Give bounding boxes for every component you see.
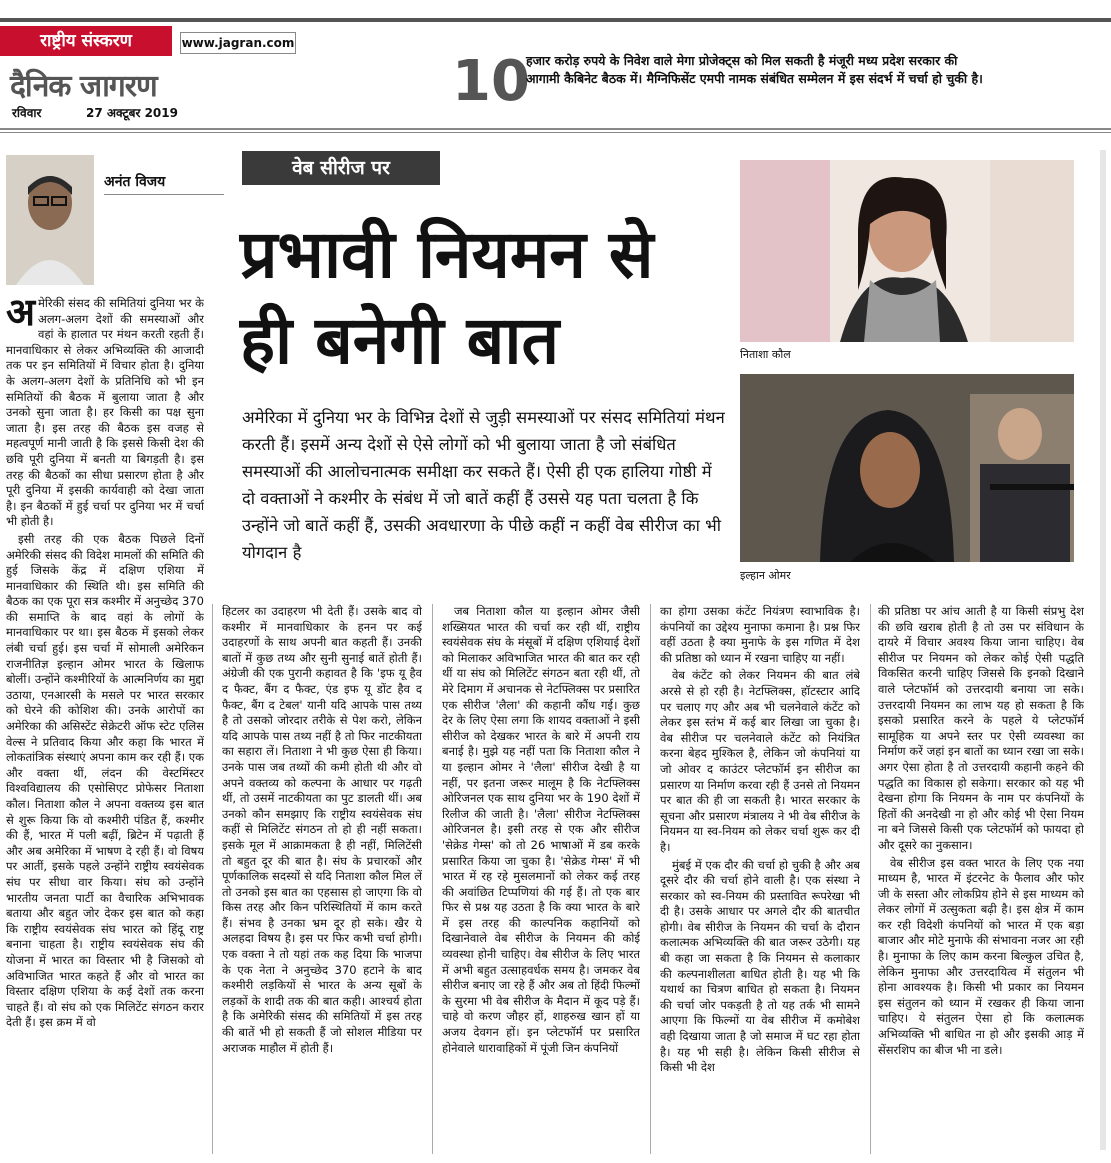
kicker-label: वेब सीरीज पर bbox=[242, 151, 440, 185]
column-4-paragraph-1: का होगा उसका कंटेंट नियंत्रण स्वाभाविक है। कंपनियों का उद्देश्य मुनाफा कमाना है। प्रश्न फिर वहीं उठता है क्या मुनाफे के इस गणित में देश की प्रतिष्ठा को ध्यान में रखना चाहिए या नहीं। bbox=[660, 604, 860, 665]
header-divider-thin bbox=[0, 132, 1111, 133]
text-column-3 bbox=[442, 604, 640, 1154]
top-rule bbox=[0, 0, 1111, 22]
column-5-paragraph-2: वेब सीरीज इस वक्त भारत के लिए एक नया माध्यम है, भारत में इंटरनेट के फैलाव और फोर जी के सस्ता और लोकप्रिय होने से इस माध्यम को लेकर लोगों में उत्सुकता बढ़ी है। इस क्षेत्र में काम कर रही विदेशी कंपनियों को भारत में एक बड़ा बाजार और मोटे मुनाफे की संभावना नजर आ रही है। मुनाफा के लिए काम करना बिल्कुल उचित है, लेकिन मुनाफा और उत्तरदायित्व में संतुलन भी होना आवश्यक है। किसी भी प्रकार का नियमन इस संतुलन को ध्यान में रखकर ही किया जाना चाहिए। ये संतुलन ऐसा हो कि कलात्मक अभिव्यक्ति भी बाधित ना हो और इसकी आड़ में सेंसरशिप का बीज भी ना डले। bbox=[878, 855, 1084, 1057]
column-3-paragraph-1: जब निताशा कौल या इल्हान ओमर जैसी शख्सियत भारत की चर्चा कर रही थीं, राष्ट्रीय स्वयंसेवक संघ के मंसूबों में दक्षिण एशियाई देशों को मिलाकर अविभाजित भारत की बात कर रही थीं या संघ को मिलिटेंट संगठन बता रही थीं, तो मेरे दिमाग में अचानक से नेटफ्लिक्स पर प्रसारित एक सीरीज 'लैला' की कहानी कौंध गई। कुछ देर के लिए ऐसा लगा कि शायद वक्ताओं ने इसी सीरीज को देखकर भारत के बारे में अपनी राय बनाई है। मुझे यह नहीं पता कि निताशा कौल ने या इल्हान ओमर ने 'लैला' सीरीज देखी है या नहीं, पर इतना जरूर मालूम है कि नेटफ्लिक्स ओरिजनल एक साथ दुनिया भर के 190 देशों में रिलीज की जाती है। 'लैला' सीरीज नेटफ्लिक्स ओरिजनल है। इसी तरह से एक और सीरीज 'सेक्रेड गेम्स' को तो 26 भाषाओं में डब करके प्रसारित किया जा चुका है। 'सेक्रेड गेम्स' में भी भारत में रह रहे मुसलमानों को लेकर कई तरह की अवांछित टिप्पणियां की गई हैं। तो एक बार फिर से प्रश्न यह उठता है कि क्या भारत के बारे में इस तरह की काल्पनिक कहानियों को दिखानेवाले वेब सीरीज के नियमन की कोई व्यवस्था होनी चाहिए। वेब सीरीज के लिए भारत में अभी बहुत उत्साहवर्धक समय है। जमकर वेब सीरीज बनाए जा रहे हैं और अब तो हिंदी फिल्मों के सुरमा भी वेब सीरीज के मैदान में कूद पड़े हैं। चाहे वो करण जौहर हों, शाहरुख खान हों या अजय देवगन हों। इन प्लेटफॉर्म पर प्रसारित होनेवाले धारावाहिकों में पूंजी जिन कंपनियों bbox=[442, 604, 640, 1055]
photo1-caption: निताशा कौल bbox=[740, 348, 791, 361]
column-rule bbox=[432, 604, 433, 1154]
issue-day: रविवार bbox=[12, 106, 42, 120]
photo-ilhan-omar bbox=[740, 374, 1074, 562]
teaser-number: 10 bbox=[452, 49, 530, 114]
text-column-5 bbox=[878, 604, 1084, 1154]
headline: प्रभावी नियमन से ही बनेगी बात bbox=[240, 216, 654, 379]
header-divider bbox=[0, 128, 1111, 130]
column-1-paragraph-2: इसी तरह की एक बैठक पिछले दिनों अमेरिकी संसद की विदेश मामलों की समिति की हुई जिसके केंद्र में दक्षिण एशिया में मानवाधिकार की स्थिति थी। इस समिति की बैठक का एक पूरा सत्र कश्मीर में अनुच्छेद 370 की समाप्ति के बाद वहां के लोगों के मानवाधिकार पर था। इस बैठक में इसको लेकर लंबी चर्चा हुई। इस चर्चा में सोमाली अमेरिकन राजनीतिज्ञ इल्हान ओमर भारत के खिलाफ बोलीं। उन्होंने कश्मीरियों के आत्मनिर्णय का मुद्दा उठाया, एनआरसी के मसले पर भारत सरकार को घेरने की कोशिश की। उनके आरोपों का अमेरिका की असिस्टेंट सेक्रेटरी ऑफ स्टेट एलिस वेल्स ने प्रतिवाद किया और कहा कि भारत में लोकतांत्रिक संस्थाएं अपना काम कर रही हैं। एक और वक्ता थीं, लंदन की वेस्टमिंस्टर विश्वविद्यालय की एसोसिएट प्रोफेसर निताशा कौल। निताशा कौल ने अपना वक्तव्य इस बात से शुरू किया कि वो कश्मीरी पंडित हैं, कश्मीर की हैं, भारत में पली बढ़ीं, ब्रिटेन में पढ़ाती हैं और अब अमेरिका में भाषण दे रही हैं। वो विषय पर आतीं, इसके पहले उन्होंने राष्ट्रीय स्वयंसेवक संघ पर सीधा वार किया। संघ को उन्होंने भारतीय जनता पार्टी का वैचारिक अभिभावक बताया और बहुत जोर देकर इस बात को कहा कि राष्ट्रीय स्वयंसेवक संघ भारत को हिंदू राष्ट्र बनाना चाहता है। राष्ट्रीय स्वयंसेवक संघ की योजना में भारत का विस्तार भी है जिसको वो अविभाजित भारत कहते हैं और वो भारत का विस्तार दक्षिण एशिया के कई देशों तक करना चाहते हैं। वो संघ को एक मिलिटेंट संगठन करार देती हैं। इस क्रम में वो bbox=[6, 531, 204, 1030]
text-column-2 bbox=[222, 604, 422, 1154]
deck-summary: अमेरिका में दुनिया भर के विभिन्न देशों से जुड़ी समस्याओं पर संसद समितियां मंथन करती हैं। इसमें अन्य देशों से ऐसे लोगों को भी बुलाया जाता है जो संबंधित समस्याओं की आलोचनात्मक समीक्षा कर सकते हैं। ऐसी ही एक हालिया गोष्ठी में दो वक्ताओं ने कश्मीर के संबंध में जो बातें कहीं हैं उससे यह पता चलता है कि उन्होंने जो बातें कहीं हैं, उसकी अवधारणा के पीछे कहीं न कहीं वेब सीरीज का भी योगदान है bbox=[242, 408, 725, 562]
newspaper-logo: दैनिक जागरण bbox=[10, 69, 157, 104]
text-column-1 bbox=[6, 296, 204, 1154]
column-1-paragraph-1: मेरिकी संसद की समितियां दुनिया भर के अलग-अलग देशों की समस्याओं और वहां के हालात पर मंथन करती रहती हैं। मानवाधिकार से लेकर अभिव्यक्ति की आजादी तक पर इन समितियों में विचार होता है। दुनिया के अलग-अलग देशों के प्रतिनिधि को भी इन समितियों की बैठक में बुलाया जाता है और उनको सुना जाता है। हर किसी का पक्ष सुना जाता है। इस तरह की बैठक इस वजह से महत्वपूर्ण मानी जाती है कि इससे किसी देश की छवि पूरी दुनिया में बनती या बिगड़ती है। इस तरह की बैठकों का सीधा प्रसारण होता है और पूरी दुनिया में इसकी कार्यवाही को देखा जाता है। इन बैठकों में हुई चर्चा पर दुनिया भर में चर्चा भी होती है। bbox=[6, 296, 204, 529]
issue-date: 27 अक्टूबर 2019 bbox=[86, 106, 178, 120]
photo-nitasha-kaul bbox=[740, 160, 1074, 342]
author-rule bbox=[104, 194, 224, 195]
author-photo bbox=[6, 155, 94, 285]
photo2-caption: इल्हान ओमर bbox=[740, 569, 791, 582]
site-url[interactable]: www.jagran.com bbox=[180, 32, 296, 54]
scrollbar[interactable] bbox=[1100, 150, 1106, 1150]
column-5-paragraph-1: की प्रतिष्ठा पर आंच आती है या किसी संप्रभु देश की छवि खराब होती है तो उस पर संविधान के दायरे में विचार अवश्य किया जाना चाहिए। वेब सीरीज पर नियमन को लेकर कोई ऐसी पद्धति विकसित करनी चाहिए जिससे कि इनको दिखाने वाले प्लेटफॉर्म को उत्तरदायी बनाया जा सके। उत्तरदायी नियमन का लाभ यह हो सकता है कि इसको प्रसारित करने के पहले ये प्लेटफॉर्म सामूहिक या अपने स्तर पर ऐसी व्यवस्था का निर्माण करें जहां इन बातों का ध्यान रखा जा सके। अगर ऐसा होता है तो उत्तरदायी कहानी कहने की पद्धति का विकास हो सकेगा। सरकार को यह भी देखना होगा कि नियमन के नाम पर कंपनियों के हितों की अनदेखी ना हो और कोई भी ऐसा नियम ना बने जिससे किसी एक प्लेटफॉर्म को फायदा हो और दूसरे का नुकसान। bbox=[878, 604, 1084, 852]
column-rule bbox=[870, 604, 871, 1154]
column-rule bbox=[212, 604, 213, 1154]
column-4-paragraph-2: वेब कंटेंट को लेकर नियमन की बात लंबे अरसे से हो रही है। नेटफ्लिक्स, हॉटस्टार आदि पर चलाए गए और अब भी चलनेवाले कंटेंट को लेकर इस स्तंभ में कई बार लिखा जा चुका है। वेब सीरीज पर चलनेवाले कंटेंट को नियंत्रित करना बेहद मुश्किल है, लेकिन जो कंपनियां या जो ओवर द काउंटर प्लेटफॉर्म इन सीरीज का प्रसारण या निर्माण करवा रही हैं उनसे तो नियमन पर बात की ही जा सकती है। भारत सरकार के सूचना और प्रसारण मंत्रालय ने भी वेब सीरीज के नियमन या स्व-नियम को लेकर चर्चा शुरू कर दी है। bbox=[660, 668, 860, 854]
drop-cap: अ bbox=[6, 296, 36, 334]
column-rule bbox=[650, 604, 651, 1154]
column-4-paragraph-3: मुंबई में एक दौर की चर्चा हो चुकी है और अब दूसरे दौर की चर्चा होने वाली है। एक संस्था ने सरकार को स्व-नियम की प्रस्तावित रूपरेखा भी दी है। उसके आधार पर अगले दौर की बातचीत होगी। वेब सीरीज के नियमन की चर्चा के दौरान कलात्मक अभिव्यक्ति की बात जरूर उठेगी। यह बी कहा जा सकता है कि नियमन से कलाकार की कल्पनाशीलता बाधित होती है। यह भी कि यथार्थ का चित्रण बाधित हो सकता है। नियमन की चर्चा जोर पकड़ती है तो यह तर्क भी सामने आएगा कि फिल्मों या वेब सीरीज में कमोबेश वही दिखाया जाता है जो समाज में घट रहा होता है। यह भी सही है। लेकिन किसी सीरीज से किसी भी देश bbox=[660, 857, 860, 1075]
edition-label: राष्ट्रीय संस्करण bbox=[0, 26, 172, 56]
text-column-4 bbox=[660, 604, 860, 1154]
teaser-text: हजार करोड़ रुपये के निवेश वाले मेगा प्रोजेक्ट्स को मिल सकती है मंजूरी मध्य प्रदेश सरकार की आगामी कैबिनेट बैठक में। मैग्निफिसेंट एमपी नामक संबंधित सम्मेलन में इस संदर्भ में चर्चा हो चुकी है। bbox=[526, 53, 983, 86]
author-name: अनंत विजय bbox=[104, 174, 166, 190]
column-2-paragraph-1: हिटलर का उदाहरण भी देती हैं। उसके बाद वो कश्मीर में मानवाधिकार के हनन पर कई उदाहरणों के साथ अपनी बात कहती हैं। उनकी बातों में कुछ तथ्य और सुनी सुनाई बातें होती हैं। अंग्रेजी की एक पुरानी कहावत है कि 'इफ यू हैव द फैक्ट, बैंग द फैक्ट, एंड इफ यू डोंट हैव द फैक्ट, बैंग द टेबल' यानी यदि आपके पास तथ्य है तो उसको जोरदार तरीके से पेश करो, लेकिन यदि आपके पास तथ्य नहीं है तो फिर नाटकीयता का सहारा लें। निताशा ने भी कुछ ऐसा ही किया। उनके पास जब तथ्यों की कमी होती थी और वो अपने वक्तव्य को कल्पना के आधार पर गढ़ती थीं, तो उसमें नाटकीयता का पुट डालती थीं। अब उनको कौन समझाए कि राष्ट्रीय स्वयंसेवक संघ कहीं से मिलिटेंट संगठन तो हो ही नहीं सकता। इसके मूल में आक्रामकता है ही नहीं, मिलिटेंसी तो बहुत दूर की बात है। संघ के प्रचारकों और पूर्णकालिक सदस्यों से यदि निताशा कौल मिल लें तो उनको इस बात का एहसास हो जाएगा कि वो किस तरह और किन परिस्थितियों में काम करते हैं। संभव है उनका भ्रम दूर हो सके। खैर ये अलहदा विषय है। इस पर फिर कभी चर्चा होगी। एक वक्ता ने तो यहां तक कह दिया कि भाजपा के एक नेता ने अनुच्छेद 370 हटाने के बाद कश्मीरी लड़कियों से भारत के अन्य सूबों के लड़कों के शादी तक की बात कही। आश्चर्य होता है कि अमेरिकी संसद की समितियों में इस तरह की बातें भी हो सकती हैं जो सोशल मीडिया पर अराजक माहौल में होती हैं। bbox=[222, 604, 422, 1055]
